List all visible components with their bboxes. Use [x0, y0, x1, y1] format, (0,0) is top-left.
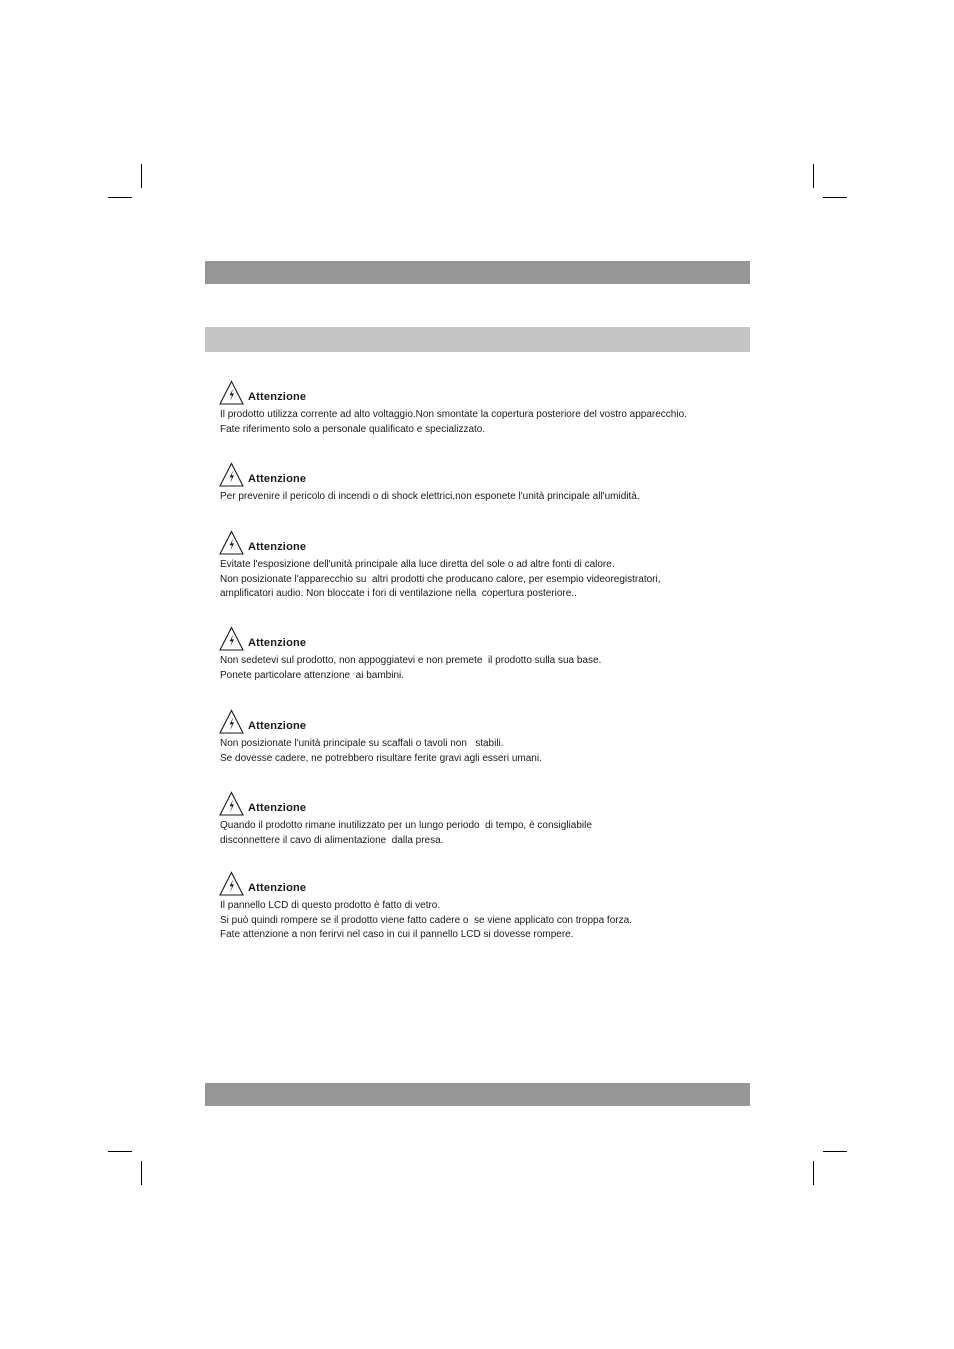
warning-title: Attenzione: [248, 391, 307, 403]
warning-block: [219, 377, 759, 437]
warning-title: Attenzione: [248, 882, 307, 894]
footer-bar: [205, 1083, 750, 1106]
warning-text-line: Se dovesse cadere, ne potrebbero risultare ferite gravi agli esseri umani.: [220, 752, 542, 764]
warning-header: [219, 377, 759, 405]
high-voltage-warning-icon: [219, 626, 244, 651]
warning-block: [219, 868, 759, 943]
crop-mark-top-left-vertical: [141, 164, 142, 188]
warning-header: [219, 459, 759, 487]
warning-title: Attenzione: [248, 473, 307, 485]
section-title-bar: [205, 327, 750, 352]
warning-title: Attenzione: [248, 637, 307, 649]
warning-text: [219, 490, 759, 505]
high-voltage-warning-icon: [219, 871, 244, 896]
warning-text-line: Per prevenire il pericolo di incendi o di shock elettrici,non esponete l'unità principale all'umidità.: [220, 491, 640, 502]
warning-text-line: Ponete particolare attenzione ai bambini.: [220, 669, 405, 681]
warning-text: [219, 558, 759, 602]
warning-text-line: Fate attenzione a non ferirvi nel caso in cui il pannello LCD si dovesse rompere.: [220, 929, 574, 940]
high-voltage-warning-icon: [219, 791, 244, 816]
warning-block: [219, 788, 759, 848]
warning-text-line: Quando il prodotto rimane inutilizzato per un lungo periodo di tempo, è consigliabile: [220, 820, 592, 831]
crop-mark-top-right-vertical: [813, 164, 814, 188]
warning-header: [219, 706, 759, 734]
warning-header: [219, 788, 759, 816]
warning-text-line: amplificatori audio. Non bloccate i fori di ventilazione nella copertura posteriore..: [220, 588, 577, 599]
crop-mark-bottom-left-vertical: [141, 1161, 142, 1185]
warning-text: [219, 408, 759, 437]
crop-mark-top-right-horizontal: [823, 197, 847, 198]
crop-mark-top-left-horizontal: [108, 197, 132, 198]
header-bar: [205, 261, 750, 284]
crop-mark-bottom-left-horizontal: [108, 1151, 132, 1152]
warning-text-line: Si può quindi rompere se il prodotto viene fatto cadere o se viene applicato con troppa forza.: [220, 914, 632, 926]
crop-mark-bottom-right-vertical: [813, 1161, 814, 1185]
warning-title: Attenzione: [248, 541, 307, 553]
warning-header: [219, 527, 759, 555]
warning-block: [219, 459, 759, 505]
warning-title: Attenzione: [248, 802, 307, 814]
warning-text-line: Il pannello LCD di questo prodotto è fatto di vetro.: [220, 900, 441, 911]
warning-text-line: Non posizionate l'unità principale su scaffali o tavoli non stabili.: [220, 738, 504, 749]
warning-header: [219, 868, 759, 896]
warning-text: [219, 654, 759, 683]
warning-text: [219, 819, 759, 848]
warning-title: Attenzione: [248, 720, 307, 732]
warning-text-line: Fate riferimento solo a personale qualificato e specializzato.: [220, 423, 486, 435]
warning-block: [219, 527, 759, 602]
warning-text-line: Evitate l'esposizione dell'unità principale alla luce diretta del sole o ad altre fonti di calore.: [220, 559, 615, 570]
high-voltage-warning-icon: [219, 530, 244, 555]
crop-mark-bottom-right-horizontal: [823, 1151, 847, 1152]
warning-text-line: Non sedetevi sul prodotto, non appoggiatevi e non premete il prodotto sulla sua base.: [220, 655, 602, 666]
high-voltage-warning-icon: [219, 709, 244, 734]
warning-block: [219, 623, 759, 683]
high-voltage-warning-icon: [219, 462, 244, 487]
warning-block: [219, 706, 759, 766]
warning-text-line: Il prodotto utilizza corrente ad alto voltaggio.Non smontate la copertura posteriore del vostro apparecchio.: [220, 409, 687, 420]
warning-header: [219, 623, 759, 651]
warning-text-line: Non posizionate l'apparecchio su altri prodotti che producano calore, per esempio videoregistratori,: [220, 573, 661, 585]
high-voltage-warning-icon: [219, 380, 244, 405]
warning-text: [219, 899, 759, 943]
warning-text-line: disconnettere il cavo di alimentazione dalla presa.: [220, 834, 444, 846]
warning-text: [219, 737, 759, 766]
